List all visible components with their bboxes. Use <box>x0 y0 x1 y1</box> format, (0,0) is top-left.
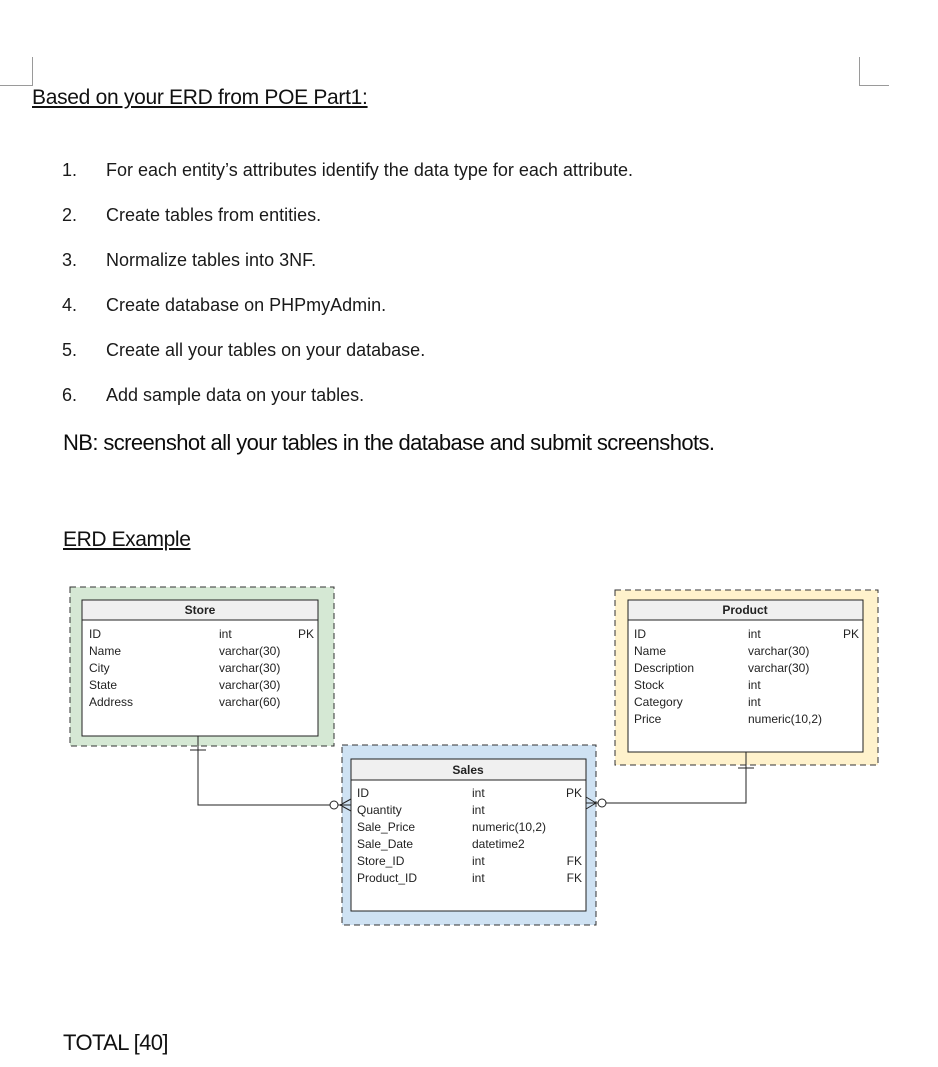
attribute-key: PK <box>565 786 582 800</box>
attribute-name: Address <box>89 695 134 709</box>
attribute-name: State <box>89 678 118 692</box>
attribute-key: PK <box>297 627 314 641</box>
entity-store-title: Store <box>184 603 216 617</box>
attribute-type: int <box>748 695 761 709</box>
relationship-store-sales <box>190 736 351 811</box>
list-item-number: 4. <box>62 295 78 315</box>
attribute-name: Price <box>634 712 662 726</box>
attribute-key: FK <box>566 854 582 868</box>
list-item-number: 5. <box>62 340 78 360</box>
list-item-text: Add sample data on your tables. <box>106 385 365 405</box>
attribute-type: varchar(30) <box>219 644 281 658</box>
list-item-text: Create tables from entities. <box>106 205 322 225</box>
attribute-type: varchar(30) <box>219 678 281 692</box>
attribute-type: int <box>472 786 485 800</box>
list-item-number: 6. <box>62 385 78 405</box>
attribute-name: Product_ID <box>357 871 418 885</box>
attribute-type: varchar(30) <box>219 661 281 675</box>
entity-product-table <box>628 600 863 752</box>
attribute-type: int <box>472 871 485 885</box>
attribute-type: int <box>472 854 485 868</box>
list-item-text: Create database on PHPmyAdmin. <box>106 295 387 315</box>
attribute-name: ID <box>89 627 101 641</box>
submission-note: NB: screenshot all your tables in the database and submit screenshots. <box>63 430 715 455</box>
attribute-type: varchar(60) <box>219 695 281 709</box>
attribute-type: numeric(10,2) <box>748 712 823 726</box>
attribute-type: int <box>219 627 232 641</box>
entity-product-title: Product <box>722 603 768 617</box>
attribute-name: Sale_Date <box>357 837 414 851</box>
attribute-type: int <box>748 627 761 641</box>
attribute-name: Name <box>89 644 122 658</box>
attribute-name: City <box>89 661 110 675</box>
attribute-type: datetime2 <box>472 837 525 851</box>
erd-example-title: ERD Example <box>63 528 191 551</box>
entity-store <box>70 587 334 746</box>
attribute-name: Sale_Price <box>357 820 416 834</box>
attribute-key: PK <box>842 627 859 641</box>
optional-cardinality-circle <box>330 801 338 809</box>
attribute-type: varchar(30) <box>748 661 810 675</box>
attribute-name: Quantity <box>357 803 402 817</box>
entity-sales-table <box>351 759 586 911</box>
list-item-text: For each entity’s attributes identify the data type for each attribute. <box>106 160 633 180</box>
attribute-type: int <box>472 803 485 817</box>
entity-product <box>615 590 878 765</box>
attribute-name: ID <box>357 786 369 800</box>
list-item-number: 2. <box>62 205 78 225</box>
attribute-name: Category <box>634 695 683 709</box>
list-item-number: 3. <box>62 250 78 270</box>
attribute-key: FK <box>566 871 582 885</box>
attribute-type: varchar(30) <box>748 644 810 658</box>
entity-sales <box>342 745 596 925</box>
attribute-name: Store_ID <box>357 854 405 868</box>
list-item-text: Normalize tables into 3NF. <box>106 250 317 270</box>
attribute-name: ID <box>634 627 646 641</box>
optional-cardinality-circle <box>598 799 606 807</box>
attribute-name: Description <box>634 661 695 675</box>
entity-sales-title: Sales <box>452 763 484 777</box>
list-item-text: Create all your tables on your database. <box>106 340 426 360</box>
total-marks: TOTAL [40] <box>63 1030 168 1055</box>
attribute-type: int <box>748 678 761 692</box>
attribute-name: Name <box>634 644 667 658</box>
attribute-name: Stock <box>634 678 665 692</box>
list-item-number: 1. <box>62 160 78 180</box>
attribute-type: numeric(10,2) <box>472 820 547 834</box>
page-heading: Based on your ERD from POE Part1: <box>32 86 368 109</box>
